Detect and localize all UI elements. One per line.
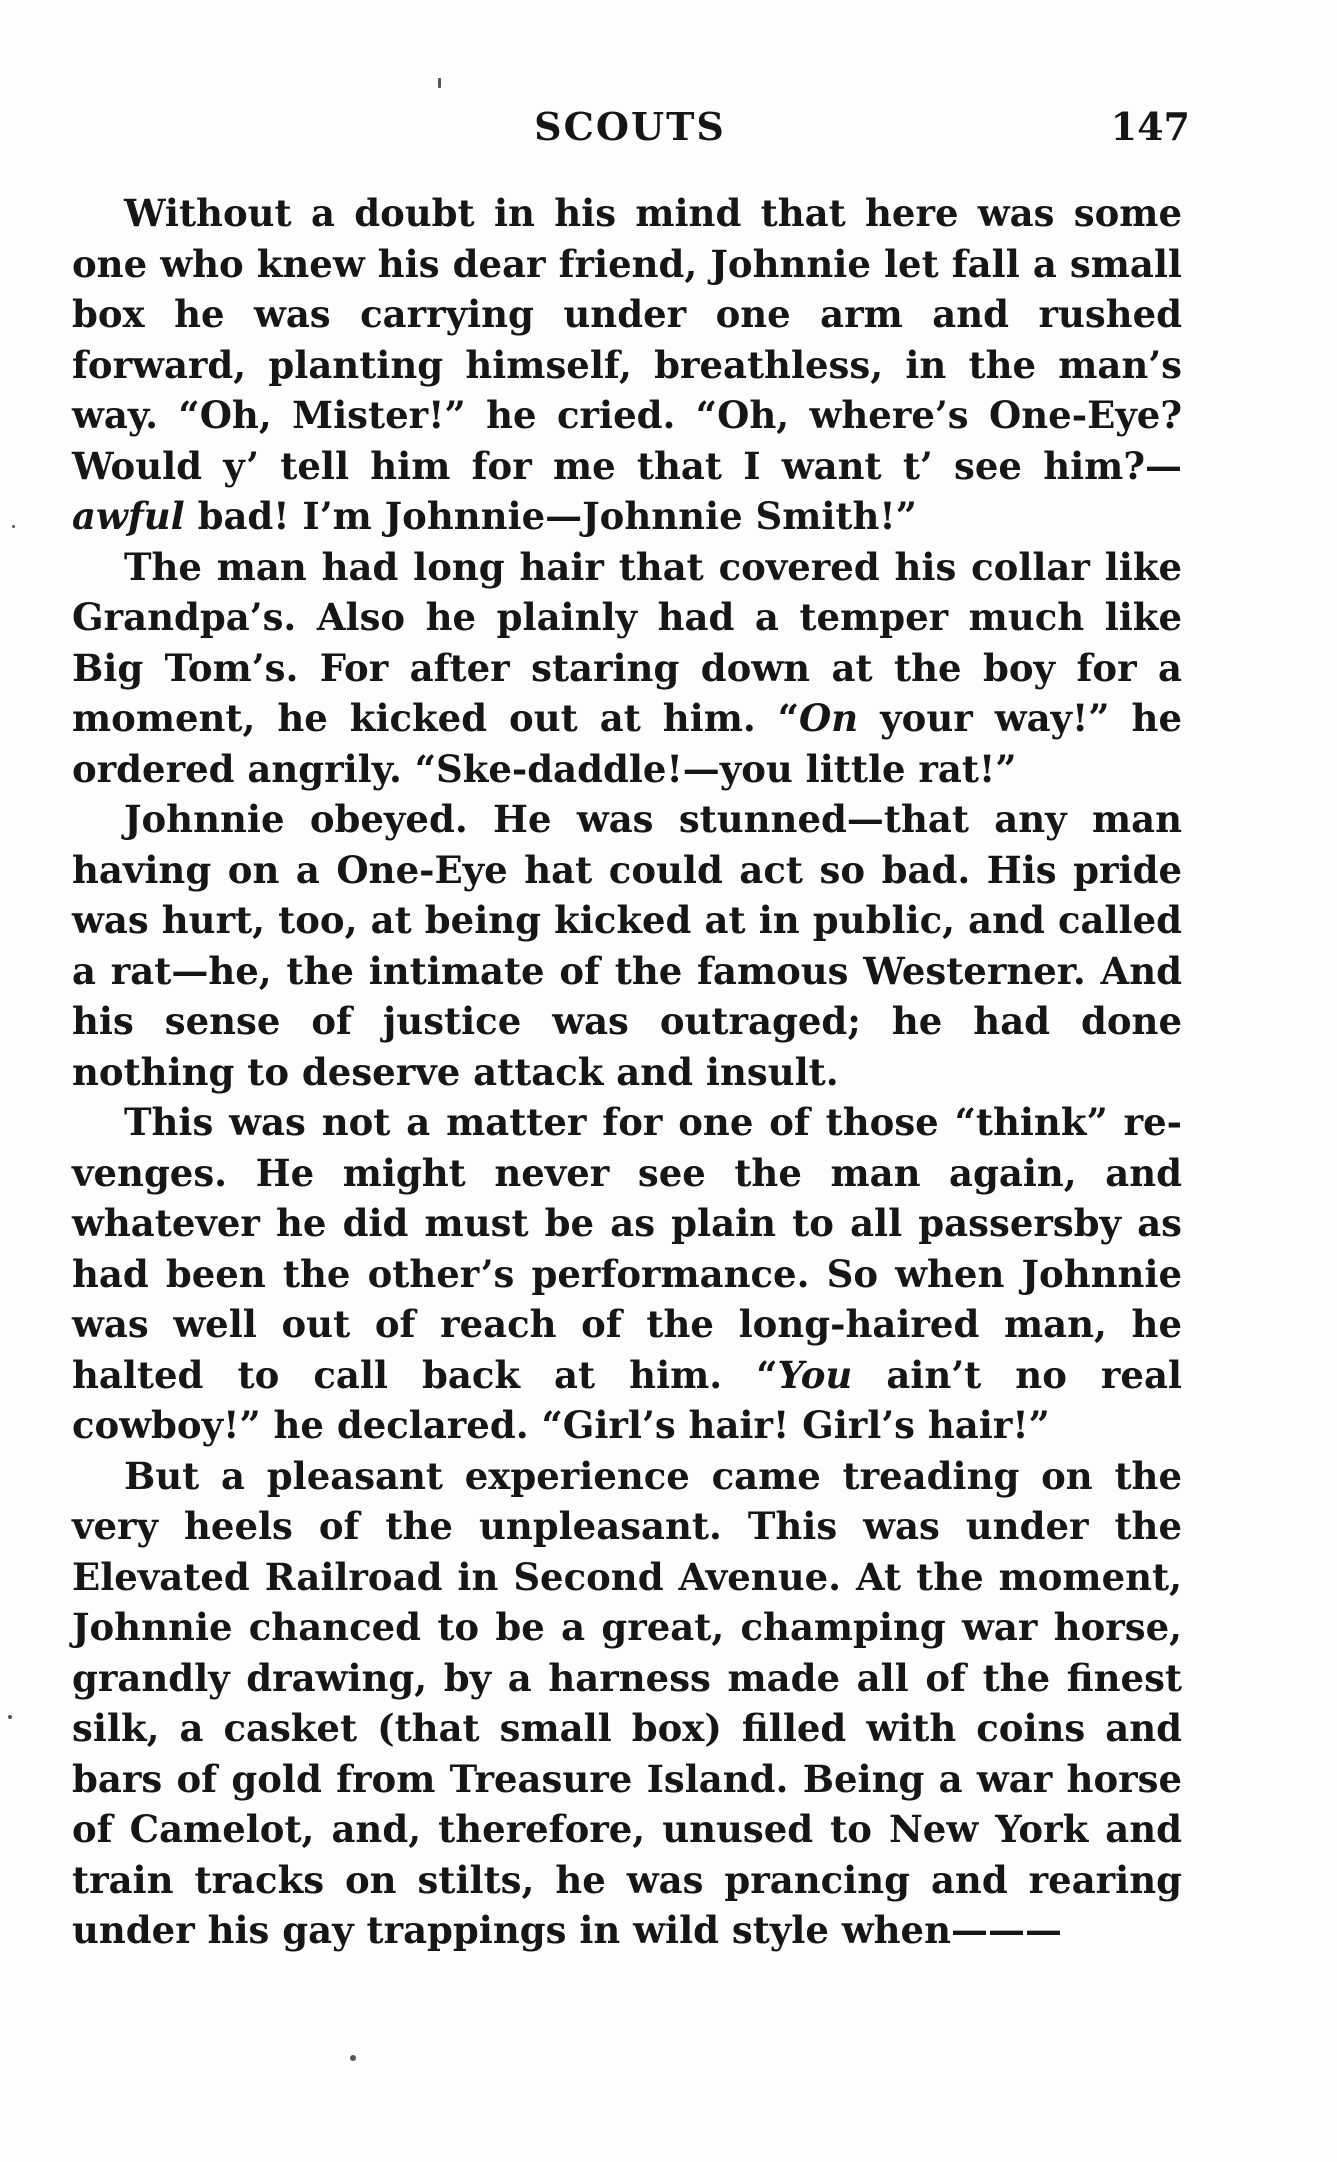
italic-text-run: You (777, 1352, 853, 1397)
text-run: Without a doubt in his mind that here was some one who knew his dear friend, Johnnie let fall a small box he was carrying under one arm and rushed forward, planting himself, breathless, in the man’s way. “Oh, Mister!” he cried. “Oh, where’s One-Eye? Would y’ tell him for me that I want t’ see him?— (72, 191, 1182, 488)
print-speck (8, 1715, 12, 1719)
text-run: ain’t no real cowboy!” he declared. “Girl’s hair! Girl’s hair!” (72, 1352, 1182, 1447)
text-run: But a pleasant experience came treading on the very heels of the unpleasant. This was under the Elevated Railroad in Second Avenue. At the moment, Johnnie chanced to be a great, champing war horse, grandly drawing, by a harness made all of the finest silk, a casket (that small box) filled with coins and bars of gold from Treasure Island. Being a war horse of Camelot, and, therefore, unused to New York and train tracks on stilts, he was prancing and rearing under his gay trappings in wild style when——— (72, 1453, 1182, 1952)
text-run: This was not a matter for one of those “think” revenges. He might never see the man again, and whatever he did must be as plain to all passersby as had been the other’s performance. So when Johnnie was well out of reach of the long-haired man, he halted to call back at him. “ (72, 1100, 1182, 1397)
running-head: SCOUTS (534, 104, 726, 149)
text-run: your way!” he ordered angrily. “Ske-daddle!—you little rat!” (72, 696, 1182, 791)
paragraph (72, 1097, 1182, 1451)
print-speck (438, 78, 441, 88)
page-number: 147 (1110, 104, 1190, 149)
text-run: bad! I’m Johnnie—Johnnie Smith!” (184, 494, 917, 538)
italic-text-run: On (799, 696, 859, 740)
paragraph (72, 542, 1182, 795)
print-speck (12, 525, 15, 528)
body-text (72, 188, 1182, 1956)
print-speck (350, 2055, 356, 2061)
page-header (70, 104, 1190, 160)
paragraph (72, 188, 1182, 542)
text-run: The man had long hair that covered his collar like Grandpa’s. Also he plainly had a temper much like Big Tom’s. For after staring down at the boy for a moment, he kicked out at him. “ (72, 544, 1182, 740)
paragraph (72, 1451, 1182, 1956)
text-run: Johnnie obeyed. He was stunned—that any man having on a One-Eye hat could act so bad. His pride was hurt, too, at being kicked at in public, and called a rat—he, the intimate of the famous Westerner. And his sense of justice was outraged; he had done nothing to deserve attack and insult. (72, 797, 1182, 1094)
paragraph (72, 794, 1182, 1097)
italic-text-run: awful (72, 494, 185, 538)
